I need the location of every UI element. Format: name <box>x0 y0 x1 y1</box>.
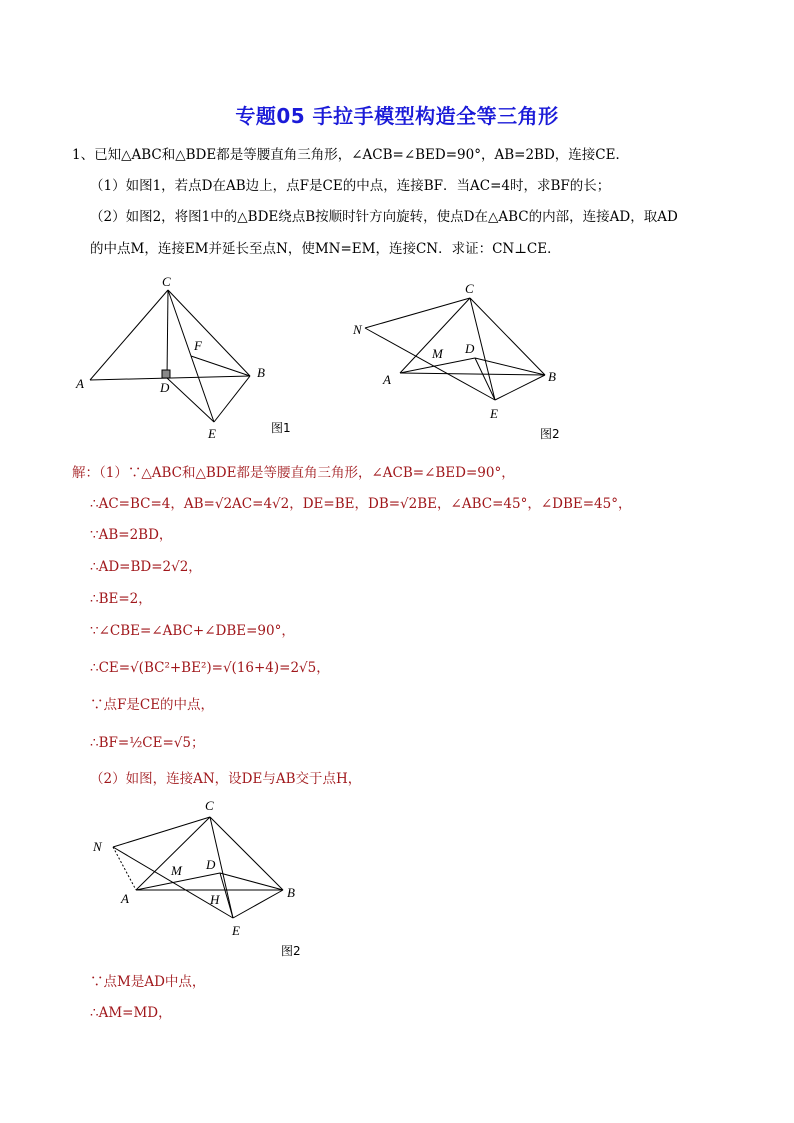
segment-ne <box>365 328 495 400</box>
fig3-label-b: B <box>287 885 295 900</box>
right-angle-mark <box>162 370 170 378</box>
segment-ab <box>400 373 545 375</box>
segment-de <box>475 358 495 400</box>
fig1-label-e: E <box>208 426 216 441</box>
fig3-label-h: H <box>210 892 220 907</box>
fig2-label-d: D <box>465 341 475 356</box>
fig1-label-d: D <box>160 380 170 395</box>
problem-line-2: （1）如图1，若点D在AB边上，点F是CE的中点，连接BF．当AC=4时，求BF的长； <box>90 178 611 194</box>
page-title: 专题05 手拉手模型构造全等三角形 <box>235 104 559 128</box>
problem-line-3: （2）如图2，将图1中的△BDE绕点B按顺时针方向旋转，使点D在△ABC的内部，连接AD，取AD <box>90 209 678 225</box>
solution-line-7: ∴CE=√(BC²+BE²)=√(16+4)=2√5， <box>90 660 330 676</box>
fig2-caption: 图2 <box>540 427 560 441</box>
solution-line-10: （2）如图，连接AN，设DE与AB交于点H， <box>90 771 362 787</box>
fig2-label-c: C <box>465 281 474 296</box>
segment-cb <box>470 298 545 375</box>
fig3-caption: 图2 <box>281 944 301 958</box>
fig3-label-c: C <box>205 798 214 813</box>
fig1-caption: 图1 <box>271 421 291 435</box>
fig3-label-e: E <box>232 923 240 938</box>
fig2-label-a: A <box>383 372 391 387</box>
fig2-label-b: B <box>548 369 556 384</box>
fig1-label-f: F <box>194 338 202 353</box>
solution-line-5: ∴BE=2， <box>90 591 152 607</box>
segment-cb <box>210 817 283 890</box>
fig1-label-c: C <box>162 274 171 289</box>
segment-eb <box>214 376 250 422</box>
segment-ac <box>90 290 168 380</box>
fig3-label-n: N <box>93 839 102 854</box>
segment-de <box>167 378 214 422</box>
fig1-label-b: B <box>257 365 265 380</box>
fig2-label-n: N <box>353 322 362 337</box>
solution-line-3: ∵AB=2BD， <box>90 527 173 543</box>
segment-cd <box>167 290 168 378</box>
solution-line-2: ∴AC=BC=4，AB=√2AC=4√2，DE=BE，DB=√2BE，∠ABC=45°，∠DBE=45°， <box>90 496 632 512</box>
fig1-label-a: A <box>76 376 84 391</box>
segment-cb <box>168 290 250 376</box>
solution-line-8: ∵点F是CE的中点， <box>90 697 215 713</box>
solution-line-11: ∵点M是AD中点， <box>90 974 206 990</box>
figure-3 <box>88 795 318 965</box>
fig2-label-e: E <box>490 406 498 421</box>
solution-line-4: ∴AD=BD=2√2， <box>90 559 202 575</box>
solution-line-12: ∴AM=MD， <box>90 1005 172 1021</box>
figure-2 <box>345 278 590 446</box>
segment-nc <box>365 298 470 328</box>
segment-db <box>220 873 283 890</box>
solution-line-9: ∴BF=½CE=√5； <box>90 735 205 751</box>
fig3-label-m: M <box>171 863 182 878</box>
solution-line-6: ∵∠CBE=∠ABC+∠DBE=90°， <box>90 623 295 639</box>
fig3-label-a: A <box>121 891 129 906</box>
segment-eb <box>233 890 283 918</box>
solution-line-1: 解：（1）∵△ABC和△BDE都是等腰直角三角形，∠ACB=∠BED=90°， <box>72 465 515 481</box>
problem-line-1: 1、已知△ABC和△BDE都是等腰直角三角形，∠ACB=∠BED=90°，AB=2BD，连接CE． <box>72 147 629 163</box>
fig3-label-d: D <box>206 857 216 872</box>
segment-ac <box>400 298 470 373</box>
fig2-label-m: M <box>432 346 443 361</box>
figure-1 <box>70 272 300 442</box>
segment-eb <box>495 375 545 400</box>
problem-line-4: 的中点M，连接EM并延长至点N，使MN=EM，连接CN．求证：CN⊥CE． <box>90 241 561 257</box>
